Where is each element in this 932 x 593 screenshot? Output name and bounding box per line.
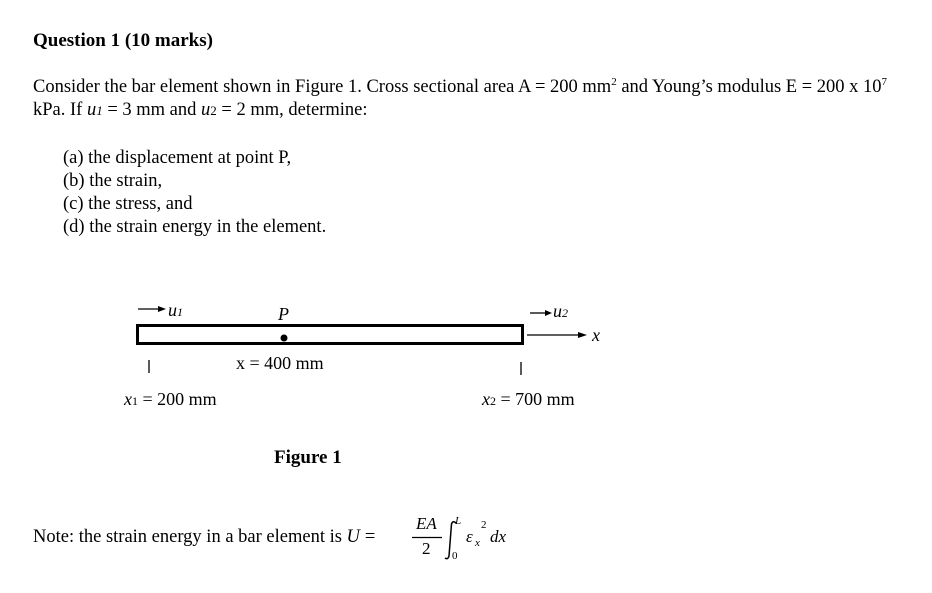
x-position-label: x = 400 mm bbox=[236, 353, 324, 373]
intro-text-4: = 3 mm and bbox=[102, 100, 202, 120]
formula-numerator: EA bbox=[416, 514, 437, 533]
note-equals: = bbox=[364, 527, 376, 547]
u1-label bbox=[168, 300, 183, 321]
integral-upper-limit: L bbox=[455, 515, 462, 527]
integral-lower-limit: 0 bbox=[452, 550, 458, 562]
x2-sub: 2 bbox=[490, 394, 496, 408]
part-a: (a) the displacement at point P, bbox=[63, 148, 292, 168]
intro-text-3: kPa. If bbox=[33, 100, 87, 120]
formula-denominator: 2 bbox=[422, 539, 431, 558]
point-p-label: P bbox=[278, 304, 289, 324]
part-c: (c) the stress, and bbox=[63, 194, 193, 214]
u2-label bbox=[553, 301, 568, 322]
note-u-var: U bbox=[346, 527, 360, 547]
u1-variable: u bbox=[86, 100, 97, 120]
x2-value: = 700 mm bbox=[496, 389, 575, 409]
part-d: (d) the strain energy in the element. bbox=[63, 217, 327, 237]
part-b: (b) the strain, bbox=[63, 171, 163, 191]
epsilon-superscript: 2 bbox=[481, 519, 487, 531]
note-sentence: Note: the strain energy in a bar element is bbox=[33, 527, 347, 547]
u2-arrow bbox=[530, 310, 552, 316]
note-text bbox=[33, 527, 375, 548]
x1-label bbox=[124, 389, 217, 410]
area-unit-superscript: 2 bbox=[611, 75, 617, 88]
u1-arrow bbox=[138, 306, 166, 312]
exponent-superscript: 7 bbox=[881, 75, 888, 88]
x1-value: = 200 mm bbox=[138, 389, 217, 409]
x-axis-label: x bbox=[592, 325, 600, 345]
bar-element bbox=[138, 326, 523, 344]
u2-variable: u bbox=[201, 100, 211, 120]
question-title: Question 1 (10 marks) bbox=[33, 30, 213, 51]
u2-label-var: u bbox=[553, 301, 562, 321]
u1-subscript: 1 bbox=[96, 103, 103, 118]
x2-var: x bbox=[482, 389, 490, 409]
intro-text-2: and Young’s modulus E = 200 x 10 bbox=[616, 77, 882, 97]
x1-sub: 1 bbox=[132, 394, 138, 408]
figure-caption: Figure 1 bbox=[274, 447, 342, 468]
x1-var: x bbox=[124, 389, 132, 409]
x-axis-arrow bbox=[527, 332, 587, 338]
x2-label bbox=[482, 389, 575, 410]
u1-label-sub: 1 bbox=[177, 305, 183, 319]
u2-label-sub: 2 bbox=[562, 306, 568, 320]
u1-label-var: u bbox=[168, 300, 177, 320]
u2-subscript: 2 bbox=[210, 103, 217, 118]
point-p-dot bbox=[281, 335, 288, 342]
intro-text-5: = 2 mm, determine: bbox=[216, 100, 368, 120]
intro-text-1: Consider the bar element shown in Figure 1. Cross sectional area A = 200 mm bbox=[33, 77, 612, 97]
epsilon-symbol: ε bbox=[466, 527, 473, 546]
dx-term: dx bbox=[490, 527, 507, 546]
epsilon-subscript: x bbox=[475, 537, 480, 549]
